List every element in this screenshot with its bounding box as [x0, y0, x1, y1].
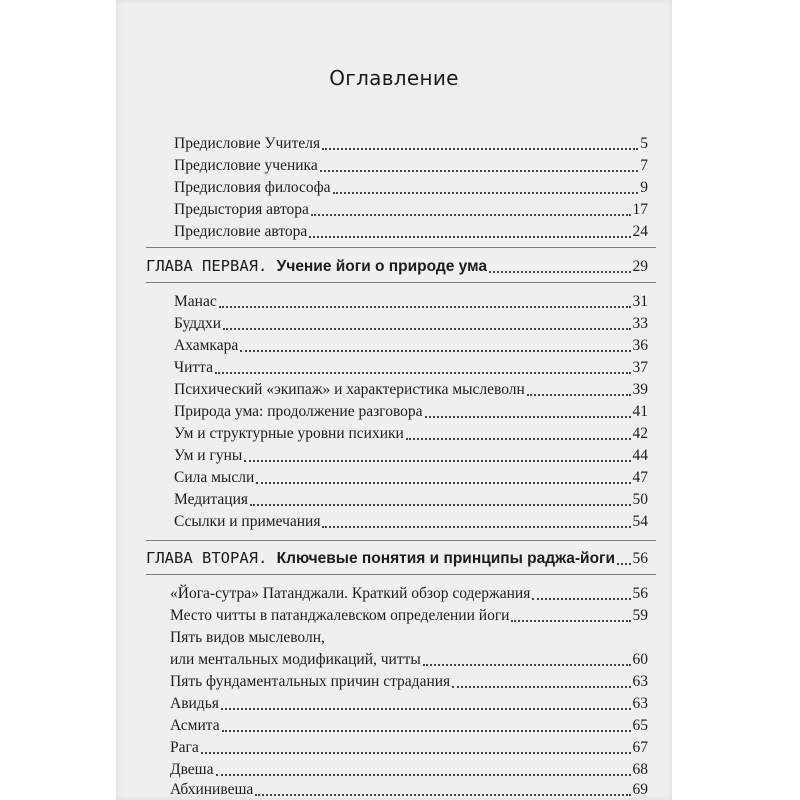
toc-entry[interactable]: или ментальных модификаций, читты 60 [170, 651, 648, 668]
section-divider [146, 574, 656, 575]
chapter-name: Учение йоги о природе ума [276, 258, 487, 275]
toc-entry[interactable]: Авидья 63 [170, 695, 648, 712]
toc-entry[interactable]: Ахамкара 36 [174, 337, 648, 354]
toc-entry[interactable]: Предыстория автора 17 [174, 201, 648, 218]
toc-entry[interactable]: Предисловие автора 24 [174, 223, 648, 240]
toc-entry[interactable]: Медитация 50 [174, 491, 648, 508]
section-divider [146, 540, 656, 541]
toc-entry[interactable]: Читта 37 [174, 359, 648, 376]
toc-entry[interactable]: Природа ума: продолжение разговора 41 [174, 403, 648, 420]
toc-entry[interactable]: Ум и гуны 44 [174, 447, 648, 464]
toc-entry[interactable]: Ум и структурные уровни психики 42 [174, 425, 648, 442]
chapter-label: ГЛАВА ПЕРВАЯ. [146, 257, 268, 275]
toc-entry[interactable]: Предисловия философа 9 [174, 179, 648, 196]
toc-entry[interactable]: Асмита 65 [170, 717, 648, 734]
toc-entry[interactable]: Пять фундаментальных причин страдания 63 [170, 673, 648, 690]
toc-entry[interactable]: Психический «экипаж» и характеристика мыслеволн 39 [174, 381, 648, 398]
toc-entry[interactable]: Буддхи 33 [174, 315, 648, 332]
toc-entry[interactable]: Предисловие Учителя 5 [174, 135, 648, 152]
toc-entry[interactable]: «Йога-сутра» Патанджали. Краткий обзор содержания 56 [170, 585, 648, 602]
chapter-heading[interactable]: ГЛАВА ПЕРВАЯ. Учение йоги о природе ума 29 [146, 257, 648, 275]
bleed-through-text [130, 0, 660, 60]
toc-entry[interactable]: Место читты в патанджалевском определении йоги 59 [170, 607, 648, 624]
toc-entry[interactable]: Сила мысли 47 [174, 469, 648, 486]
chapter-label: ГЛАВА ВТОРАЯ. [146, 549, 268, 567]
chapter-name: Ключевые понятия и принципы раджа-йоги [276, 550, 616, 567]
toc-entry[interactable]: Рага 67 [170, 739, 648, 756]
toc-entry[interactable]: Абхинивеша 69 [170, 781, 648, 798]
book-page [116, 0, 672, 800]
toc-entry[interactable]: Ссылки и примечания 54 [174, 513, 648, 530]
chapter-heading[interactable]: ГЛАВА ВТОРАЯ. Ключевые понятия и принципы раджа-йоги 56 [146, 549, 648, 567]
toc-entry[interactable]: Двеша 68 [170, 761, 648, 778]
toc-entry[interactable]: Предисловие ученика 7 [174, 157, 648, 174]
toc-title: Оглавление [329, 66, 459, 90]
section-divider [146, 247, 656, 248]
toc-entry[interactable]: Манас 31 [174, 293, 648, 310]
toc-entry[interactable]: Пять видов мыслеволн, [170, 629, 325, 646]
section-divider [146, 282, 656, 283]
